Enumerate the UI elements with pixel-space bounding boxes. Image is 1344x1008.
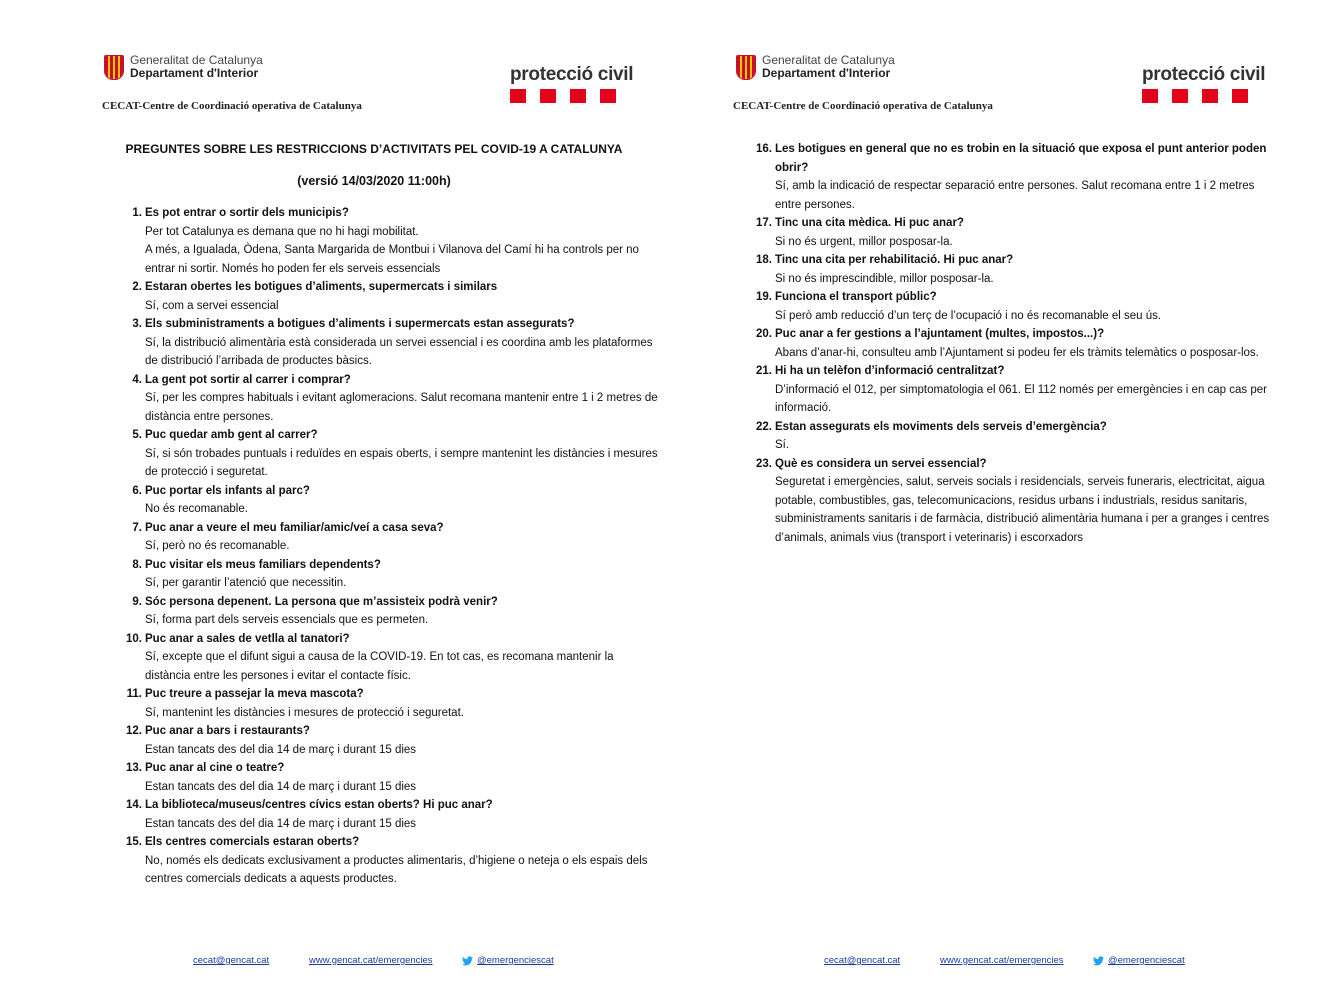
faq-answer: Sí, excepte que el difunt sigui a causa de la COVID-19. En tot cas, es recomana mantenir la distància entre les persones i evitar el contacte físic. bbox=[145, 651, 614, 682]
faq-answer: Sí, amb la indicació de respectar separació entre persones. Salut recomana entre 1 i 2 metres entre persones. bbox=[775, 180, 1255, 211]
faq-item bbox=[748, 251, 1278, 288]
senyera-icon bbox=[104, 55, 124, 80]
faq-question: La biblioteca/museus/centres cívics estan oberts? Hi puc anar? bbox=[145, 799, 493, 811]
faq-answer: Si no és imprescindible, millor posposar-la. bbox=[775, 272, 994, 285]
faq-answer: Per tot Catalunya es demana que no hi hagi mobilitat. A més, a Igualada, Òdena, Santa Margarida de Montbui i Vilanova del Camí hi ha controls per no entrar ni sortir. Només ho poden fer els serveis essencials bbox=[145, 225, 639, 275]
faq-item bbox=[118, 315, 658, 371]
faq-number: 1. bbox=[132, 207, 142, 219]
proteccio-civil-logo bbox=[510, 64, 633, 103]
faq-number: 5. bbox=[132, 429, 142, 441]
faq-question: Tinc una cita mèdica. Hi puc anar? bbox=[775, 217, 964, 229]
faq-item bbox=[748, 325, 1278, 362]
twitter-icon bbox=[462, 956, 473, 966]
faq-number: 2. bbox=[132, 281, 142, 293]
department-name: Departament d'Interior bbox=[762, 66, 891, 80]
web-link[interactable]: www.gencat.cat/emergencies bbox=[940, 955, 1064, 966]
faq-item bbox=[118, 593, 658, 630]
faq-number: 18. bbox=[756, 254, 772, 266]
faq-question: Els subministraments a botigues d’aliments i supermercats estan assegurats? bbox=[145, 318, 575, 330]
faq-answer: Sí, la distribució alimentària està considerada un servei essencial i es coordina amb les plataformes de distribució l’arribada de productes bàsics. bbox=[145, 336, 653, 367]
web-link[interactable]: www.gencat.cat/emergencies bbox=[309, 955, 433, 966]
faq-item bbox=[748, 418, 1278, 455]
faq-answer: No és recomanable. bbox=[145, 503, 248, 515]
faq-answer: Estan tancats des del dia 14 de març i durant 15 dies bbox=[145, 743, 417, 756]
generalitat-logo bbox=[736, 54, 895, 80]
faq-number: 23. bbox=[756, 457, 772, 470]
faq-answer: Sí, mantenint les distàncies i mesures de protecció i seguretat. bbox=[145, 706, 464, 719]
faq-number: 15. bbox=[126, 836, 142, 848]
proteccio-civil-logo bbox=[1142, 64, 1265, 103]
faq-item bbox=[118, 371, 658, 427]
faq-item bbox=[748, 455, 1278, 548]
faq-question: Funciona el transport públic? bbox=[775, 291, 937, 303]
faq-question: Hi ha un telèfon d’informació centralitzat? bbox=[775, 365, 1005, 377]
cecat-header: CECAT-Centre de Coordinació operativa de Catalunya bbox=[102, 100, 362, 112]
faq-item bbox=[118, 685, 658, 722]
faq-answer: Sí però amb reducció d’un terç de l’ocupació i no és recomanable el seu ús. bbox=[775, 309, 1162, 322]
faq-number: 21. bbox=[756, 365, 772, 377]
faq-number: 9. bbox=[132, 595, 142, 608]
faq-answer: Abans d’anar-hi, consulteu amb l’Ajuntament si podeu fer els tràmits telemàtics o posposar-los. bbox=[775, 346, 1259, 359]
faq-number: 3. bbox=[132, 318, 142, 330]
twitter-link[interactable]: @emergenciescat bbox=[477, 955, 554, 966]
faq-number: 6. bbox=[132, 484, 142, 497]
generalitat-name: Generalitat de Catalunya bbox=[762, 53, 895, 67]
faq-number: 4. bbox=[132, 373, 142, 386]
twitter-link-wrap bbox=[462, 955, 554, 966]
faq-question: Estan assegurats els moviments dels serveis d’emergència? bbox=[775, 420, 1107, 433]
faq-item bbox=[118, 482, 658, 519]
senyera-icon bbox=[736, 55, 756, 80]
brand-name: protecció civil bbox=[510, 64, 634, 85]
faq-answer: Seguretat i emergències, salut, serveis socials i residencials, serveis funeraris, electricitat, aigua potable, combustibles, gas, telecomunicacions, residus urbans i industrials, residus sanitaris, subministraments sanitaris i de farmàcia, distribució alimentària humana i per a granges i centres d’animals, animals vius (transport i veterinaris) i escorxadors bbox=[775, 476, 1270, 544]
generalitat-logo bbox=[104, 54, 263, 80]
faq-answer: Sí, si són trobades puntuals i reduïdes en espais oberts, i sempre mantenint les distàncies i mesures de protecció i seguretat. bbox=[145, 447, 658, 478]
twitter-icon bbox=[1093, 956, 1104, 966]
faq-number: 12. bbox=[126, 725, 142, 737]
faq-question: Puc quedar amb gent al carrer? bbox=[145, 429, 318, 441]
faq-item bbox=[118, 833, 658, 889]
faq-number: 22. bbox=[756, 420, 772, 433]
faq-number: 7. bbox=[132, 521, 142, 534]
email-link[interactable]: cecat@gencat.cat bbox=[824, 955, 901, 966]
faq-question: Puc anar a fer gestions a l’ajuntament (multes, impostos...)? bbox=[775, 328, 1105, 340]
faq-item bbox=[118, 426, 658, 482]
faq-item bbox=[748, 140, 1278, 214]
faq-question: Tinc una cita per rehabilitació. Hi puc anar? bbox=[775, 254, 1014, 266]
faq-question: Puc anar a sales de vetlla al tanatori? bbox=[145, 632, 350, 645]
faq-answer: Sí. bbox=[775, 439, 790, 451]
brand-name: protecció civil bbox=[1142, 64, 1266, 85]
faq-item bbox=[118, 278, 658, 315]
faq-question: Puc treure a passejar la meva mascota? bbox=[145, 688, 364, 700]
faq-question: Puc portar els infants al parc? bbox=[145, 484, 310, 497]
faq-number: 16. bbox=[756, 143, 772, 155]
cecat-header: CECAT-Centre de Coordinació operativa de Catalunya bbox=[733, 100, 993, 112]
faq-number: 14. bbox=[126, 799, 142, 811]
faq-answer: Sí, però no és recomanable. bbox=[145, 540, 290, 552]
faq-number: 11. bbox=[126, 688, 142, 700]
faq-answer: Estan tancats des del dia 14 de març i durant 15 dies bbox=[145, 817, 417, 830]
faq-answer: Estan tancats des del dia 14 de març i durant 15 dies bbox=[145, 780, 417, 793]
document-version: (versió 14/03/2020 11:00h) bbox=[297, 174, 451, 188]
faq-item bbox=[118, 556, 658, 593]
faq-answer: Sí, com a servei essencial bbox=[145, 299, 279, 312]
faq-number: 17. bbox=[756, 217, 772, 229]
faq-item bbox=[118, 519, 658, 556]
faq-question: Els centres comercials estaran oberts? bbox=[145, 836, 360, 848]
faq-question: Puc anar a bars i restaurants? bbox=[145, 725, 310, 737]
faq-item bbox=[118, 630, 658, 686]
twitter-link[interactable]: @emergenciescat bbox=[1108, 955, 1185, 966]
faq-item bbox=[748, 214, 1278, 251]
faq-item bbox=[748, 362, 1278, 418]
faq-question: Es pot entrar o sortir dels municipis? bbox=[145, 207, 349, 219]
document-title: PREGUNTES SOBRE LES RESTRICCIONS D’ACTIVITATS PEL COVID-19 A CATALUNYA bbox=[125, 142, 623, 156]
faq-item bbox=[118, 722, 658, 759]
faq-number: 13. bbox=[126, 762, 142, 774]
faq-question: Puc anar al cine o teatre? bbox=[145, 762, 285, 774]
faq-question: Estaran obertes les botigues d’aliments, supermercats i similars bbox=[145, 281, 498, 293]
faq-list-right bbox=[748, 140, 1278, 547]
twitter-link-wrap bbox=[1093, 955, 1185, 966]
faq-question: Sóc persona depenent. La persona que m’assisteix podrà venir? bbox=[145, 595, 498, 608]
email-link[interactable]: cecat@gencat.cat bbox=[193, 955, 270, 966]
faq-question: Les botigues en general que no es trobin en la situació que exposa el punt anterior poden obrir? bbox=[775, 143, 1267, 174]
faq-number: 10. bbox=[126, 632, 142, 645]
faq-answer: D’informació el 012, per simptomatologia el 061. El 112 només per emergències i en cap cas per informació. bbox=[775, 383, 1267, 414]
faq-answer: Sí, per garantir l’atenció que necessitin. bbox=[145, 577, 347, 589]
generalitat-name: Generalitat de Catalunya bbox=[130, 53, 263, 67]
faq-question: Puc anar a veure el meu familiar/amic/veí a casa seva? bbox=[145, 521, 444, 534]
page-right bbox=[672, 0, 1344, 1008]
brand-squares-icon bbox=[1142, 89, 1265, 103]
faq-answer: Sí, forma part dels serveis essencials que es permeten. bbox=[145, 614, 429, 626]
faq-answer: Sí, per les compres habituals i evitant aglomeracions. Salut recomana mantenir entre 1 i 2 metres de distància entre persones. bbox=[145, 392, 658, 423]
faq-item bbox=[118, 759, 658, 796]
faq-question: Puc visitar els meus familiars dependents? bbox=[145, 558, 381, 571]
faq-item bbox=[118, 796, 658, 833]
faq-list-left bbox=[118, 204, 658, 889]
faq-item bbox=[748, 288, 1278, 325]
faq-answer: Si no és urgent, millor posposar-la. bbox=[775, 235, 953, 248]
faq-answer: No, només els dedicats exclusivament a productes alimentaris, d’higiene o neteja o els espais dels centres comercials dedicats a aquests productes. bbox=[145, 854, 648, 885]
faq-question: Què es considera un servei essencial? bbox=[775, 457, 987, 470]
faq-item bbox=[118, 204, 658, 278]
department-name: Departament d'Interior bbox=[130, 66, 259, 80]
faq-question: La gent pot sortir al carrer i comprar? bbox=[145, 373, 351, 386]
faq-number: 8. bbox=[132, 558, 142, 571]
faq-number: 19. bbox=[756, 291, 772, 303]
brand-squares-icon bbox=[510, 89, 633, 103]
faq-number: 20. bbox=[756, 328, 772, 340]
